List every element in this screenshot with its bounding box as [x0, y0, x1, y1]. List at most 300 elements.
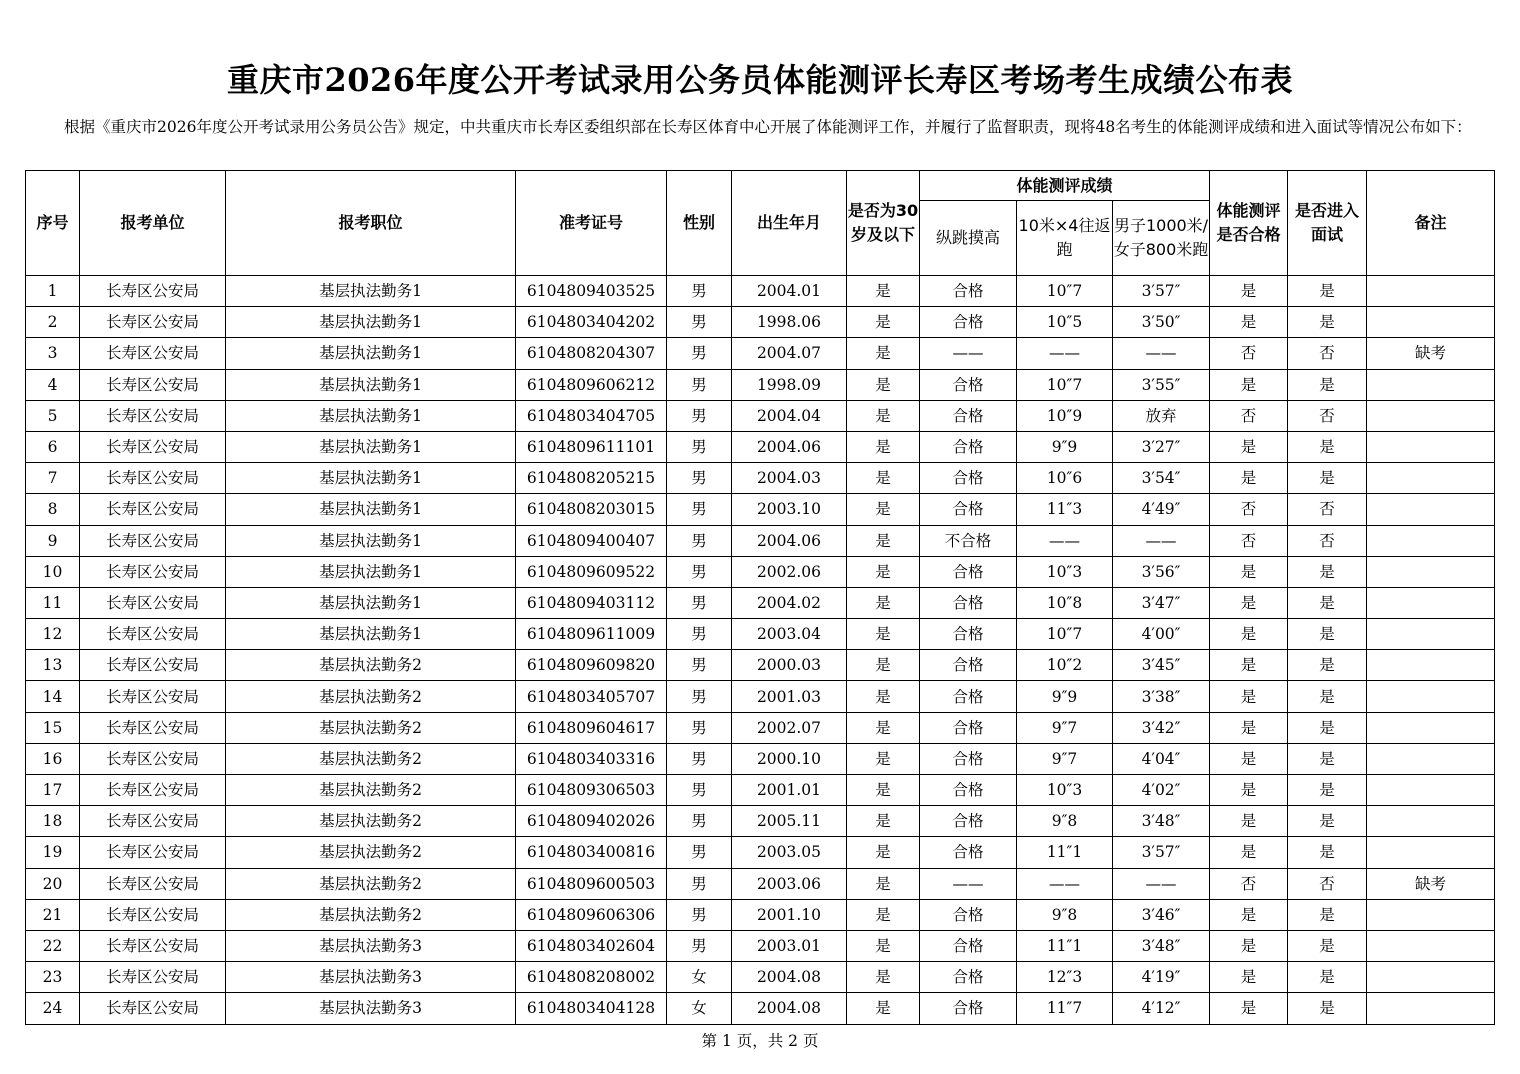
- header-scores-group: 体能测评成绩: [920, 171, 1210, 201]
- cell-shuttle: ——: [1017, 868, 1113, 899]
- cell-exam-no: 6104803402604: [516, 930, 667, 961]
- cell-birth: 2004.03: [732, 463, 847, 494]
- cell-run: 4′19″: [1113, 962, 1210, 993]
- cell-shuttle: 9″9: [1017, 431, 1113, 462]
- cell-run: 3′55″: [1113, 369, 1210, 400]
- table-row: [26, 400, 1495, 431]
- cell-exam-no: 6104803404202: [516, 307, 667, 338]
- cell-run: ——: [1113, 525, 1210, 556]
- cell-remark: [1367, 837, 1495, 868]
- cell-remark: [1367, 962, 1495, 993]
- cell-shuttle: 10″9: [1017, 400, 1113, 431]
- cell-seq: 21: [26, 899, 80, 930]
- cell-run: 3′45″: [1113, 650, 1210, 681]
- header-passed: 体能测评是否合格: [1210, 171, 1288, 276]
- cell-jump: 合格: [920, 494, 1017, 525]
- cell-position: 基层执法勤务1: [226, 619, 516, 650]
- cell-unit: 长寿区公安局: [80, 556, 226, 587]
- cell-jump: 合格: [920, 993, 1017, 1024]
- cell-unit: 长寿区公安局: [80, 712, 226, 743]
- cell-unit: 长寿区公安局: [80, 463, 226, 494]
- cell-position: 基层执法勤务2: [226, 681, 516, 712]
- cell-gender: 男: [667, 525, 732, 556]
- header-under30: 是否为30岁及以下: [847, 171, 920, 276]
- cell-seq: 2: [26, 307, 80, 338]
- cell-position: 基层执法勤务1: [226, 307, 516, 338]
- cell-remark: [1367, 276, 1495, 307]
- cell-passed: 是: [1210, 899, 1288, 930]
- cell-under30: 是: [847, 463, 920, 494]
- cell-seq: 14: [26, 681, 80, 712]
- cell-gender: 男: [667, 307, 732, 338]
- cell-under30: 是: [847, 400, 920, 431]
- cell-shuttle: 10″8: [1017, 587, 1113, 618]
- cell-unit: 长寿区公安局: [80, 276, 226, 307]
- cell-birth: 2004.07: [732, 338, 847, 369]
- cell-exam-no: 6104809403525: [516, 276, 667, 307]
- cell-shuttle: 10″2: [1017, 650, 1113, 681]
- table-row: [26, 556, 1495, 587]
- cell-under30: 是: [847, 743, 920, 774]
- cell-under30: 是: [847, 993, 920, 1024]
- cell-seq: 20: [26, 868, 80, 899]
- cell-seq: 12: [26, 619, 80, 650]
- cell-position: 基层执法勤务2: [226, 650, 516, 681]
- cell-shuttle: 10″5: [1017, 307, 1113, 338]
- table-row: [26, 369, 1495, 400]
- cell-under30: 是: [847, 307, 920, 338]
- cell-position: 基层执法勤务1: [226, 276, 516, 307]
- cell-seq: 24: [26, 993, 80, 1024]
- cell-exam-no: 6104809402026: [516, 806, 667, 837]
- cell-shuttle: 10″3: [1017, 556, 1113, 587]
- cell-jump: 合格: [920, 743, 1017, 774]
- cell-interview: 否: [1288, 525, 1367, 556]
- cell-unit: 长寿区公安局: [80, 962, 226, 993]
- cell-exam-no: 6104809606306: [516, 899, 667, 930]
- cell-birth: 2004.06: [732, 525, 847, 556]
- cell-exam-no: 6104809403112: [516, 587, 667, 618]
- cell-jump: 合格: [920, 775, 1017, 806]
- cell-position: 基层执法勤务1: [226, 494, 516, 525]
- cell-remark: [1367, 556, 1495, 587]
- header-exam-no: 准考证号: [516, 171, 667, 276]
- cell-interview: 否: [1288, 400, 1367, 431]
- cell-interview: 是: [1288, 775, 1367, 806]
- cell-exam-no: 6104808205215: [516, 463, 667, 494]
- cell-unit: 长寿区公安局: [80, 619, 226, 650]
- cell-interview: 是: [1288, 837, 1367, 868]
- cell-gender: 男: [667, 463, 732, 494]
- cell-birth: 2004.08: [732, 962, 847, 993]
- cell-shuttle: ——: [1017, 338, 1113, 369]
- cell-shuttle: 11″7: [1017, 993, 1113, 1024]
- cell-passed: 是: [1210, 276, 1288, 307]
- cell-passed: 是: [1210, 431, 1288, 462]
- cell-interview: 否: [1288, 338, 1367, 369]
- cell-unit: 长寿区公安局: [80, 743, 226, 774]
- cell-interview: 是: [1288, 619, 1367, 650]
- cell-seq: 15: [26, 712, 80, 743]
- cell-unit: 长寿区公安局: [80, 431, 226, 462]
- cell-under30: 是: [847, 899, 920, 930]
- cell-birth: 2003.04: [732, 619, 847, 650]
- cell-gender: 男: [667, 837, 732, 868]
- table-row: [26, 868, 1495, 899]
- cell-shuttle: 11″1: [1017, 930, 1113, 961]
- cell-gender: 男: [667, 743, 732, 774]
- cell-run: 4′00″: [1113, 619, 1210, 650]
- cell-birth: 2004.08: [732, 993, 847, 1024]
- cell-under30: 是: [847, 712, 920, 743]
- cell-position: 基层执法勤务1: [226, 587, 516, 618]
- cell-seq: 16: [26, 743, 80, 774]
- cell-jump: 合格: [920, 400, 1017, 431]
- cell-remark: [1367, 431, 1495, 462]
- cell-interview: 是: [1288, 463, 1367, 494]
- cell-gender: 男: [667, 899, 732, 930]
- cell-shuttle: 9″8: [1017, 899, 1113, 930]
- cell-exam-no: 6104808204307: [516, 338, 667, 369]
- cell-passed: 是: [1210, 743, 1288, 774]
- cell-unit: 长寿区公安局: [80, 494, 226, 525]
- cell-shuttle: 11″1: [1017, 837, 1113, 868]
- table-row: [26, 276, 1495, 307]
- cell-exam-no: 6104809609820: [516, 650, 667, 681]
- header-unit: 报考单位: [80, 171, 226, 276]
- cell-birth: 2004.02: [732, 587, 847, 618]
- cell-position: 基层执法勤务3: [226, 962, 516, 993]
- cell-passed: 是: [1210, 681, 1288, 712]
- cell-passed: 是: [1210, 463, 1288, 494]
- cell-gender: 男: [667, 868, 732, 899]
- cell-passed: 否: [1210, 338, 1288, 369]
- table-row: [26, 993, 1495, 1024]
- cell-seq: 11: [26, 587, 80, 618]
- cell-birth: 2002.07: [732, 712, 847, 743]
- cell-jump: 合格: [920, 712, 1017, 743]
- table-row: [26, 525, 1495, 556]
- header-run: 男子1000米/女子800米跑: [1113, 201, 1210, 276]
- cell-shuttle: 9″8: [1017, 806, 1113, 837]
- cell-run: 3′42″: [1113, 712, 1210, 743]
- cell-remark: [1367, 587, 1495, 618]
- cell-remark: [1367, 619, 1495, 650]
- cell-seq: 19: [26, 837, 80, 868]
- cell-exam-no: 6104803405707: [516, 681, 667, 712]
- cell-run: 3′47″: [1113, 587, 1210, 618]
- cell-unit: 长寿区公安局: [80, 930, 226, 961]
- cell-exam-no: 6104808203015: [516, 494, 667, 525]
- cell-run: 3′57″: [1113, 837, 1210, 868]
- cell-unit: 长寿区公安局: [80, 587, 226, 618]
- cell-unit: 长寿区公安局: [80, 806, 226, 837]
- cell-passed: 是: [1210, 806, 1288, 837]
- cell-exam-no: 6104809400407: [516, 525, 667, 556]
- cell-remark: 缺考: [1367, 868, 1495, 899]
- cell-seq: 13: [26, 650, 80, 681]
- header-remark: 备注: [1367, 171, 1495, 276]
- cell-interview: 是: [1288, 993, 1367, 1024]
- cell-unit: 长寿区公安局: [80, 369, 226, 400]
- cell-under30: 是: [847, 681, 920, 712]
- cell-shuttle: 10″6: [1017, 463, 1113, 494]
- cell-shuttle: 10″7: [1017, 276, 1113, 307]
- cell-gender: 男: [667, 556, 732, 587]
- cell-exam-no: 6104809609522: [516, 556, 667, 587]
- cell-gender: 男: [667, 681, 732, 712]
- cell-run: ——: [1113, 868, 1210, 899]
- cell-remark: [1367, 525, 1495, 556]
- table-row: [26, 681, 1495, 712]
- cell-seq: 1: [26, 276, 80, 307]
- cell-shuttle: 10″7: [1017, 619, 1113, 650]
- cell-interview: 是: [1288, 899, 1367, 930]
- cell-shuttle: 10″7: [1017, 369, 1113, 400]
- table-row: [26, 837, 1495, 868]
- table-header: [26, 171, 1495, 276]
- cell-exam-no: 6104809600503: [516, 868, 667, 899]
- cell-unit: 长寿区公安局: [80, 868, 226, 899]
- cell-jump: 合格: [920, 962, 1017, 993]
- table-row: [26, 307, 1495, 338]
- cell-under30: 是: [847, 775, 920, 806]
- cell-passed: 是: [1210, 993, 1288, 1024]
- cell-gender: 男: [667, 806, 732, 837]
- cell-unit: 长寿区公安局: [80, 899, 226, 930]
- cell-gender: 女: [667, 962, 732, 993]
- cell-exam-no: 6104809306503: [516, 775, 667, 806]
- cell-passed: 否: [1210, 494, 1288, 525]
- cell-jump: 合格: [920, 276, 1017, 307]
- scores-table: [25, 170, 1495, 1025]
- cell-under30: 是: [847, 556, 920, 587]
- cell-shuttle: 9″9: [1017, 681, 1113, 712]
- cell-shuttle: 9″7: [1017, 743, 1113, 774]
- header-interview: 是否进入面试: [1288, 171, 1367, 276]
- cell-seq: 3: [26, 338, 80, 369]
- cell-jump: 合格: [920, 681, 1017, 712]
- cell-remark: [1367, 681, 1495, 712]
- cell-exam-no: 6104808208002: [516, 962, 667, 993]
- cell-run: 3′54″: [1113, 463, 1210, 494]
- cell-run: 3′46″: [1113, 899, 1210, 930]
- cell-under30: 是: [847, 837, 920, 868]
- cell-unit: 长寿区公安局: [80, 837, 226, 868]
- cell-passed: 否: [1210, 525, 1288, 556]
- cell-gender: 男: [667, 650, 732, 681]
- cell-under30: 是: [847, 930, 920, 961]
- cell-seq: 17: [26, 775, 80, 806]
- table-row: [26, 899, 1495, 930]
- cell-position: 基层执法勤务2: [226, 899, 516, 930]
- cell-remark: [1367, 369, 1495, 400]
- header-position: 报考职位: [226, 171, 516, 276]
- table-row: [26, 962, 1495, 993]
- cell-passed: 是: [1210, 930, 1288, 961]
- cell-remark: [1367, 307, 1495, 338]
- cell-passed: 是: [1210, 307, 1288, 338]
- cell-remark: [1367, 993, 1495, 1024]
- cell-unit: 长寿区公安局: [80, 650, 226, 681]
- cell-under30: 是: [847, 338, 920, 369]
- cell-position: 基层执法勤务1: [226, 369, 516, 400]
- cell-run: 放弃: [1113, 400, 1210, 431]
- cell-passed: 是: [1210, 556, 1288, 587]
- cell-position: 基层执法勤务2: [226, 712, 516, 743]
- cell-jump: ——: [920, 338, 1017, 369]
- cell-run: 4′49″: [1113, 494, 1210, 525]
- cell-interview: 是: [1288, 587, 1367, 618]
- cell-position: 基层执法勤务2: [226, 868, 516, 899]
- cell-interview: 否: [1288, 494, 1367, 525]
- page-footer: 第 1 页，共 2 页: [701, 1032, 819, 1050]
- cell-passed: 是: [1210, 962, 1288, 993]
- table-row: [26, 806, 1495, 837]
- cell-unit: 长寿区公安局: [80, 307, 226, 338]
- cell-gender: 男: [667, 338, 732, 369]
- cell-birth: 1998.09: [732, 369, 847, 400]
- cell-passed: 是: [1210, 650, 1288, 681]
- cell-jump: 合格: [920, 806, 1017, 837]
- cell-remark: 缺考: [1367, 338, 1495, 369]
- cell-gender: 男: [667, 712, 732, 743]
- cell-remark: [1367, 400, 1495, 431]
- cell-under30: 是: [847, 369, 920, 400]
- cell-birth: 2001.01: [732, 775, 847, 806]
- cell-under30: 是: [847, 525, 920, 556]
- cell-position: 基层执法勤务1: [226, 525, 516, 556]
- cell-position: 基层执法勤务1: [226, 400, 516, 431]
- cell-shuttle: 12″3: [1017, 962, 1113, 993]
- cell-run: 4′12″: [1113, 993, 1210, 1024]
- table-body: [26, 276, 1495, 1025]
- cell-birth: 2000.03: [732, 650, 847, 681]
- cell-run: ——: [1113, 338, 1210, 369]
- cell-under30: 是: [847, 650, 920, 681]
- cell-unit: 长寿区公安局: [80, 525, 226, 556]
- cell-seq: 8: [26, 494, 80, 525]
- cell-position: 基层执法勤务2: [226, 837, 516, 868]
- cell-jump: 合格: [920, 307, 1017, 338]
- cell-under30: 是: [847, 962, 920, 993]
- cell-under30: 是: [847, 276, 920, 307]
- cell-gender: 男: [667, 400, 732, 431]
- cell-jump: 合格: [920, 930, 1017, 961]
- cell-position: 基层执法勤务1: [226, 431, 516, 462]
- cell-exam-no: 6104809606212: [516, 369, 667, 400]
- cell-interview: 是: [1288, 650, 1367, 681]
- cell-remark: [1367, 930, 1495, 961]
- cell-remark: [1367, 494, 1495, 525]
- cell-exam-no: 6104809604617: [516, 712, 667, 743]
- cell-under30: 是: [847, 806, 920, 837]
- cell-run: 3′38″: [1113, 681, 1210, 712]
- cell-position: 基层执法勤务3: [226, 930, 516, 961]
- cell-position: 基层执法勤务1: [226, 556, 516, 587]
- cell-jump: 合格: [920, 463, 1017, 494]
- cell-under30: 是: [847, 868, 920, 899]
- cell-birth: 1998.06: [732, 307, 847, 338]
- cell-run: 3′48″: [1113, 806, 1210, 837]
- header-birth: 出生年月: [732, 171, 847, 276]
- cell-passed: 否: [1210, 868, 1288, 899]
- table-row: [26, 463, 1495, 494]
- cell-interview: 是: [1288, 930, 1367, 961]
- cell-run: 3′48″: [1113, 930, 1210, 961]
- cell-passed: 是: [1210, 775, 1288, 806]
- cell-jump: ——: [920, 868, 1017, 899]
- table-row: [26, 743, 1495, 774]
- table-row: [26, 431, 1495, 462]
- cell-under30: 是: [847, 587, 920, 618]
- cell-jump: 合格: [920, 837, 1017, 868]
- cell-run: 3′50″: [1113, 307, 1210, 338]
- cell-gender: 男: [667, 431, 732, 462]
- cell-birth: 2003.05: [732, 837, 847, 868]
- cell-remark: [1367, 775, 1495, 806]
- cell-shuttle: 9″7: [1017, 712, 1113, 743]
- intro-paragraph: 根据《重庆市2026年度公开考试录用公务员公告》规定，中共重庆市长寿区委组织部在长寿区体育中心开展了体能测评工作，并履行了监督职责，现将48名考生的体能测评成绩和进入面试等情况公布如下：: [64, 118, 1472, 136]
- cell-interview: 是: [1288, 806, 1367, 837]
- cell-gender: 男: [667, 369, 732, 400]
- cell-birth: 2002.06: [732, 556, 847, 587]
- cell-jump: 不合格: [920, 525, 1017, 556]
- cell-passed: 是: [1210, 619, 1288, 650]
- cell-seq: 18: [26, 806, 80, 837]
- cell-remark: [1367, 463, 1495, 494]
- cell-exam-no: 6104809611101: [516, 431, 667, 462]
- table-row: [26, 712, 1495, 743]
- cell-remark: [1367, 650, 1495, 681]
- cell-gender: 女: [667, 993, 732, 1024]
- cell-remark: [1367, 712, 1495, 743]
- cell-jump: 合格: [920, 431, 1017, 462]
- cell-exam-no: 6104803403316: [516, 743, 667, 774]
- cell-seq: 4: [26, 369, 80, 400]
- header-jump: 纵跳摸高: [920, 201, 1017, 276]
- header-seq: 序号: [26, 171, 80, 276]
- table-row: [26, 775, 1495, 806]
- cell-interview: 是: [1288, 712, 1367, 743]
- cell-run: 4′04″: [1113, 743, 1210, 774]
- cell-position: 基层执法勤务1: [226, 463, 516, 494]
- cell-gender: 男: [667, 494, 732, 525]
- cell-seq: 5: [26, 400, 80, 431]
- cell-seq: 22: [26, 930, 80, 961]
- cell-birth: 2004.01: [732, 276, 847, 307]
- cell-seq: 23: [26, 962, 80, 993]
- cell-gender: 男: [667, 619, 732, 650]
- cell-interview: 是: [1288, 431, 1367, 462]
- cell-seq: 7: [26, 463, 80, 494]
- cell-interview: 是: [1288, 369, 1367, 400]
- cell-birth: 2000.10: [732, 743, 847, 774]
- cell-passed: 是: [1210, 369, 1288, 400]
- cell-seq: 9: [26, 525, 80, 556]
- cell-remark: [1367, 743, 1495, 774]
- cell-under30: 是: [847, 431, 920, 462]
- cell-under30: 是: [847, 494, 920, 525]
- cell-exam-no: 6104809611009: [516, 619, 667, 650]
- cell-birth: 2003.06: [732, 868, 847, 899]
- cell-passed: 是: [1210, 712, 1288, 743]
- cell-birth: 2004.04: [732, 400, 847, 431]
- cell-interview: 是: [1288, 681, 1367, 712]
- cell-birth: 2005.11: [732, 806, 847, 837]
- cell-shuttle: 11″3: [1017, 494, 1113, 525]
- cell-interview: 是: [1288, 307, 1367, 338]
